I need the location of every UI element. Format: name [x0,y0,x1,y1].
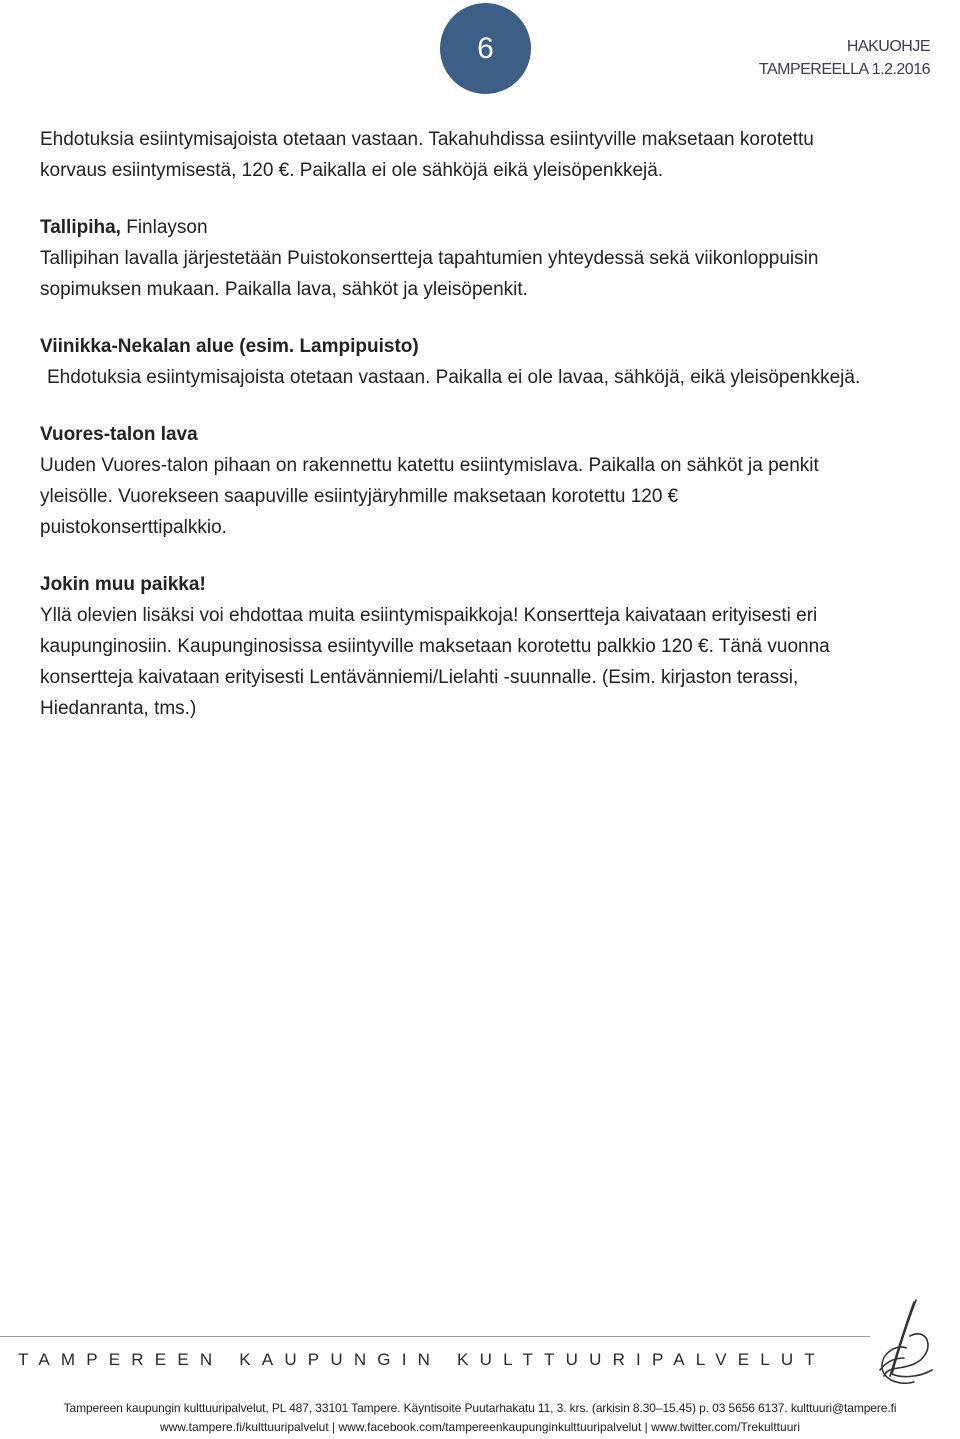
footer-divider [0,1336,870,1337]
footer-address: Tampereen kaupungin kulttuuripalvelut, PL 487, 33101 Tampere. Käyntisoite Puutarhakatu 11, 3. krs. (arkisin 8.30–15.45) p. 03 5656 6137. kulttuuri@tampere.fi [63,1401,897,1415]
paragraph-line: Ehdotuksia esiintymisajoista otetaan vastaan. Takahuhdissa esiintyville maksetaan korotettu [40,129,814,150]
section-other-place [40,569,920,724]
section-heading [40,212,920,243]
section-heading-rest: Finlayson [120,217,208,238]
section-vuores-talo [40,419,920,543]
document-title: HAKUOHJE [846,38,930,55]
paragraph-line: Uuden Vuores-talon pihaan on rakennettu katettu esiintymislava. Paikalla on sähköt ja penkit [40,455,819,476]
page-number-badge [440,3,531,94]
section-heading-bold: Tallipiha, [40,217,121,238]
paragraph-line: puistokonserttipalkkio. [40,517,227,538]
paragraph-line: Hiedanranta, tms.) [40,698,197,719]
paragraph-line: korvaus esiintymisestä, 120 €. Paikalla ei ole sähköjä eikä yleisöpenkkejä. [40,160,664,181]
paragraph-line: konsertteja kaivataan erityisesti Lentävänniemi/Lielahti -suunnalle. (Esim. kirjaston terassi, [40,667,799,688]
paragraph-line: kaupunginosiin. Kaupunginosissa esiintyville maksetaan korotettu palkkio 120 €. Tänä vuonna [40,636,830,657]
paragraph-line: Tallipihan lavalla järjestetään Puistokonsertteja tapahtumien yhteydessä sekä viikonloppuisin [40,248,819,269]
document-body [40,124,920,750]
paragraph-line: yleisölle. Vuorekseen saapuville esiintyjäryhmille maksetaan korotettu 120 € [40,486,679,507]
section-heading: Jokin muu paikka! [40,574,206,595]
paragraph-line: Ehdotuksia esiintymisajoista otetaan vastaan. Paikalla ei ole lavaa, sähköjä, eikä yleisöpenkkejä. [47,367,861,388]
paragraph-line: sopimuksen mukaan. Paikalla lava, sähköt ja yleisöpenkit. [40,279,528,300]
section-tallipiha [40,212,920,305]
section-heading: Viinikka-Nekalan alue (esim. Lampipuisto) [40,336,419,357]
footer-links[interactable]: www.tampere.fi/kulttuuripalvelut | www.facebook.com/tampereenkaupunginkulttuuripalvelut | www.twitter.com/Trekulttuuri [159,1420,801,1434]
paragraph-line: Yllä olevien lisäksi voi ehdottaa muita esiintymispaikkoja! Konsertteja kaivataan erityisesti eri [40,605,818,626]
footer-brand: TAMPEREEN KAUPUNGIN KULTTUURIPALVELUT [18,1350,826,1369]
document-date: TAMPEREELLA 1.2.2016 [758,61,930,78]
kulttuuripalvelut-logo-icon [870,1296,940,1392]
page-number: 6 [477,31,494,65]
section-takahuhti [40,124,920,186]
section-viinikka-nekala [40,331,920,393]
section-heading: Vuores-talon lava [40,424,198,445]
